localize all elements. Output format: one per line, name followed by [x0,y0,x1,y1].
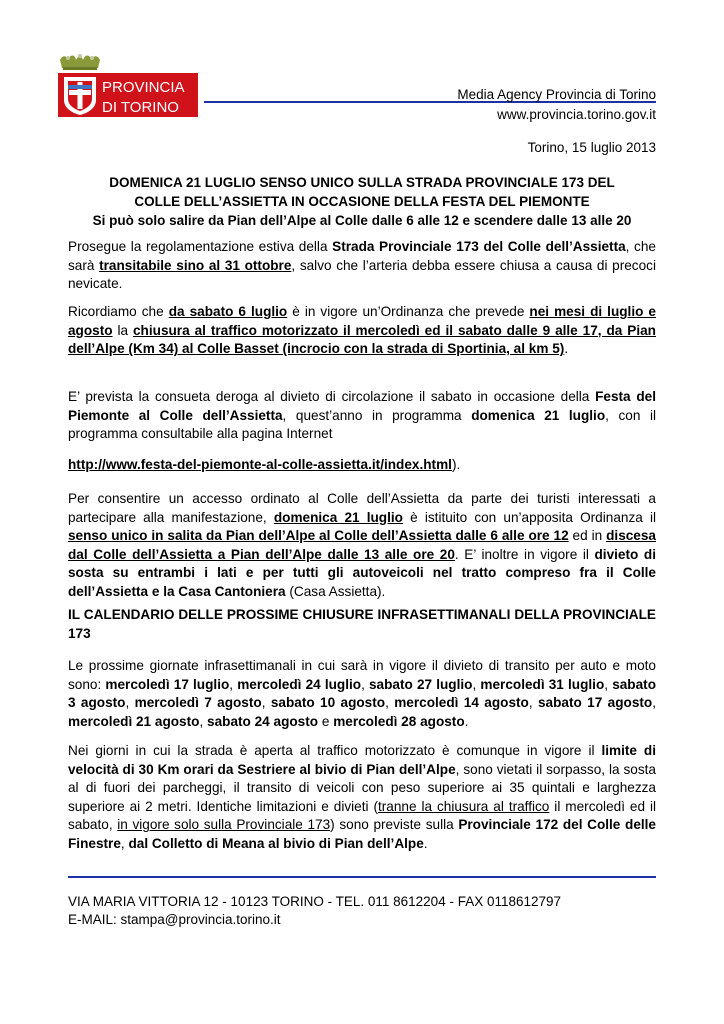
title-line-2: COLLE DELL’ASSIETTA IN OCCASIONE DELLA FESTA DEL PIEMONTE [134,194,590,209]
closure-date: sabato 27 luglio [369,676,473,692]
press-release-title [68,173,656,230]
text-run: IL CALENDARIO DELLE PROSSIME CHIUSURE INFRASETTIMANALI DELLA PROVINCIALE 173 [68,607,656,641]
text-run: . E’ inoltre in vigore il [454,546,595,562]
text-run: ed in [568,528,607,544]
text-run: nei mesi di luglio e agosto [68,304,656,338]
paragraph-2 [68,303,656,359]
title-line-1: DOMENICA 21 LUGLIO SENSO UNICO SULLA STRADA PROVINCIALE 173 DEL [109,175,615,190]
closure-date: mercoledì 17 luglio [105,676,230,692]
text-run: è istituito con un’apposita Ordinanza il [402,509,656,525]
paragraph-text [68,490,656,602]
closure-date: sabato 10 agosto [270,695,386,711]
paragraph-text [68,238,656,294]
text-run: Provinciale 172 del Colle delle Finestre [68,817,656,851]
agency-name: Media Agency Provincia di Torino [457,87,656,102]
closure-date: sabato 3 agosto [68,676,657,711]
crown-icon [60,54,100,70]
footer-email[interactable]: E-MAIL: stampa@provincia.torino.it [68,912,281,927]
paragraph-link [68,456,656,475]
agency-website[interactable]: www.provincia.torino.gov.it [497,107,656,122]
text-run: Ricordiamo che [68,304,169,319]
text-run: , sono vietati il sorpasso, la sosta al di fuori dei parcheggi, il transito di veicoli con peso superiore ai 35 quintali e larghezza superiore ai 2 metri. Identiche limitazioni e divieti ( [68,761,656,814]
text-run: ) sono previste sulla [330,817,459,833]
paragraph-5 [68,490,656,602]
text-run: . [564,341,569,357]
agency-block [457,85,656,125]
festa-link[interactable]: http://www.festa-del-piemonte-al-colle-assietta.it/index.html [68,457,452,472]
paragraph-text [68,742,656,854]
text-run: Prosegue la regolamentazione estiva della [68,239,333,254]
press-date: Torino, 15 luglio 2013 [527,140,656,155]
text-run: in vigore solo sulla Provinciale 173 [117,817,331,833]
text-run: domenica 21 luglio [273,509,403,525]
logo-line-2: DI TORINO [102,99,179,116]
paragraph-text [68,456,656,475]
text-run: Strada Provinciale 173 del Colle dell’Assietta [332,239,626,254]
closure-date: mercoledì 7 agosto [134,695,262,711]
text-run: Festa del Piemonte al Colle dell’Assietta [68,389,656,423]
closure-date: mercoledì 31 luglio [480,676,605,692]
text-run: Le prossime giornate infrasettimanali in cui sarà in vigore il divieto di transito per auto e moto sono: [68,658,656,692]
text-run: senso unico in salita da Pian dell’Alpe al Colle dell’Assietta dalle 6 alle ore 12 [68,528,569,544]
closure-date: sabato 17 agosto [537,695,653,711]
calendar-heading [68,606,656,643]
closure-date: mercoledì 14 agosto [394,695,529,711]
shield-icon [64,77,96,115]
text-run: tranne la chiusura al traffico [377,798,550,814]
paragraph-8 [68,742,656,854]
closure-date: mercoledì 21 agosto [68,713,200,729]
text-run: , quest’anno in programma [282,407,472,423]
text-run: , che sarà [68,239,656,273]
provincia-torino-logo [58,52,198,118]
paragraph-text [68,303,656,359]
text-run: E’ prevista la consueta deroga al divieto di circolazione il sabato in occasione della [68,389,596,404]
closure-date: mercoledì 28 agosto [333,713,465,729]
text-run: transitabile sino al 31 ottobre [99,257,292,273]
text-run: discesa dal Colle dell’Assietta a Pian dell’Alpe dalle 13 alle ore 20 [68,528,656,562]
paragraph-text [68,606,656,643]
text-run: Nei giorni in cui la strada è aperta al traffico motorizzato è comunque in vigore il [68,743,602,758]
text-run: la [112,322,133,338]
logo-line-1: PROVINCIA [102,79,185,96]
text-run: il mercoledì ed il sabato, [68,798,657,833]
text-run: domenica 21 luglio [471,407,606,423]
paragraph-text [68,388,656,444]
footer-divider [68,876,656,878]
text-run: limite di velocità di 30 Km orari da Sestriere al bivio di Pian dell’Alpe [68,743,656,777]
paragraph-3 [68,388,656,444]
text-run: . [423,835,428,851]
paragraph-dates [68,657,656,731]
closure-date: sabato 24 agosto [207,713,319,729]
text-run: è in vigore un’Ordinanza che prevede [287,304,530,319]
text-run: chiusura al traffico motorizzato il mercoledì ed il sabato dalle 9 alle 17, da Pian dell’Alpe (Km 34) al Colle Basset (incrocio con la strada di Sportinia, al km 5) [68,322,656,357]
text-run: (Casa Assietta). [285,583,386,599]
text-run: , [120,835,129,851]
title-line-3: Si può solo salire da Pian dell’Alpe al Colle dalle 6 alle 12 e scendere dalle 13 alle 20 [92,213,632,228]
text-run: dal Colletto di Meana al bivio di Pian dell’Alpe [128,835,424,851]
text-run: da sabato 6 luglio [168,304,288,319]
text-run: , con il programma consultabile alla pagina Internet [68,407,657,442]
paragraph-1 [68,238,656,294]
text-run: , salvo che l’arteria debba essere chiusa a causa di precoci nevicate. [68,257,656,292]
text-run: divieto di sosta su entrambi i lati e per tutti gli autoveicoli nel tratto compreso fra il Colle dell’Assietta e la Casa Cantoniera [68,546,656,599]
closure-date: mercoledì 24 luglio [237,676,362,692]
paragraph-text [68,657,656,731]
closure-dates-list: mercoledì 17 luglio, mercoledì 24 luglio, sabato 27 luglio, mercoledì 31 luglio, sabato 3 agosto, mercoledì 7 agosto, sabato 10 agosto, mercoledì 14 agosto, sabato 17 agosto, mercoledì 21 agosto, sabato 24 agosto e mercoledì 28 agosto. [68,676,657,729]
text-run: Per consentire un accesso ordinato al Colle dell’Assietta da parte dei turisti interessati a partecipare alla manifestazione, [68,491,656,525]
footer-address: VIA MARIA VITTORIA 12 - 10123 TORINO - TEL. 011 8612204 - FAX 0118612797 [68,894,562,909]
footer [68,893,561,929]
text-run: ). [451,457,461,472]
